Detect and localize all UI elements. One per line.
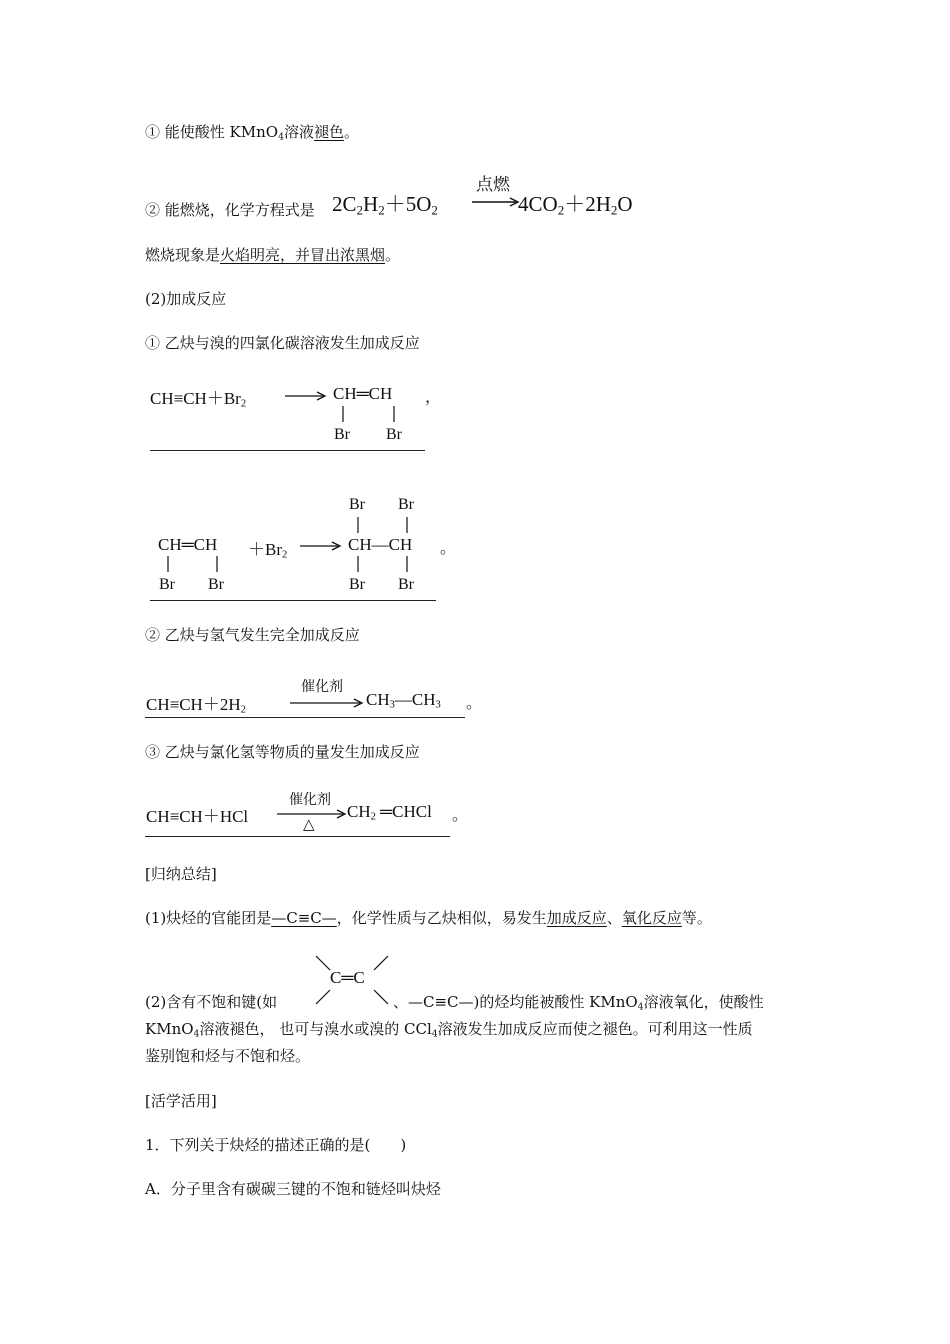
reaction3-product: $CH_3—CH_3$ — [366, 690, 441, 711]
heading-addition-reaction: (2)加成反应 — [145, 290, 227, 308]
answer-blank-line — [150, 450, 425, 451]
reaction-arrow — [300, 540, 344, 552]
bromine-atom: Br — [349, 576, 365, 593]
punctuation: 。 — [466, 693, 483, 712]
paragraph-hcl-addition: ③ 乙炔与氯化氢等物质的量发生加成反应 — [145, 743, 420, 761]
summary-point-2-line1-rest: 、—C≡C—)的烃均能被酸性 KMnO$_4$溶液氧化，使酸性 — [393, 993, 764, 1013]
condition-ignite: 点燃 — [476, 175, 510, 195]
paragraph-bromine-addition: ① 乙炔与溴的四氯化碳溶液发生加成反应 — [145, 334, 420, 352]
reaction3-reactants: $CH\equiv CH+2H_2$ — [146, 695, 246, 716]
condition-catalyst: 催化剂 — [289, 792, 331, 808]
bromine-atom: Br — [349, 496, 365, 513]
bromine-atom: Br — [159, 576, 175, 593]
combustion-equation-left: $2C_2H_2+5O_2$ — [332, 192, 438, 218]
bromine-atom: Br — [398, 496, 414, 513]
reaction4-reactants: CH≡CH＋HCl — [146, 807, 249, 826]
punctuation: ， — [425, 387, 442, 406]
reaction1-product: CH═CH — [333, 384, 393, 403]
reaction2-reactant: CH═CH — [158, 535, 218, 554]
answer-blank-line — [145, 717, 465, 718]
question-1: 1．下列关于炔烃的描述正确的是( ) — [145, 1136, 407, 1154]
summary-point-2-line2: KMnO$_4$溶液褪色， 也可与溴水或溴的 CCl$_4$溶液发生加成反应而使之褪色。可利用这一性质 — [145, 1020, 753, 1040]
paragraph-combustion — [145, 199, 315, 221]
answer-underlined: 加成反应 — [546, 909, 607, 927]
condition-heat: △ — [303, 815, 315, 833]
text: 溶液 — [284, 123, 315, 141]
summary-point-1: (1)炔烃的官能团是—C≡C—，化学性质与乙炔相似，易发生加成反应、氧化反应等。 — [145, 909, 712, 927]
reaction2-product: CH—CH — [348, 535, 413, 554]
bromine-atom: Br — [334, 426, 350, 443]
answer-underlined: —C≡C— — [271, 909, 337, 927]
summary-point-2-line3: 鉴别饱和烃与不饱和烃。 — [145, 1047, 311, 1065]
answer-underlined: 褪色 — [314, 123, 345, 141]
formula-kmno4: KMnO$_4$ — [229, 123, 284, 143]
answer-underlined: 火焰明亮，并冒出浓黑烟 — [220, 246, 386, 264]
bromine-atom: Br — [398, 576, 414, 593]
bond-lines — [155, 554, 435, 576]
summary-point-2-line1: (2)含有不饱和键(如 — [145, 993, 278, 1011]
text: 。 — [344, 123, 360, 141]
punctuation: 。 — [440, 538, 457, 557]
bromine-atom: Br — [386, 426, 402, 443]
paragraph-hydrogen-addition: ② 乙炔与氢气发生完全加成反应 — [145, 626, 360, 644]
reaction-arrow — [290, 697, 366, 709]
reaction4-product: $CH_2$ ═CHCl — [347, 802, 432, 823]
paragraph-phenomenon — [145, 244, 400, 266]
condition-catalyst: 催化剂 — [301, 679, 343, 695]
bond-lines — [330, 404, 410, 426]
section-summary-header: [归纳总结] — [145, 865, 217, 883]
text: 。 — [385, 246, 401, 264]
reaction1-reactants: $CH\equiv CH+Br_2$ — [150, 389, 247, 410]
bromine-atom: Br — [208, 576, 224, 593]
answer-blank-line — [150, 600, 436, 601]
double-bond-formula: C═C — [330, 968, 365, 987]
answer-underlined: 氧化反应 — [621, 909, 682, 927]
reaction-arrow — [285, 390, 329, 402]
combustion-equation-right: $4CO_2+2H_2O$ — [518, 192, 633, 218]
section-practice-header: [活学活用] — [145, 1092, 217, 1110]
bond-lines — [345, 515, 425, 537]
reaction-arrow — [472, 196, 522, 208]
text: 燃烧现象是 — [145, 246, 221, 264]
text: ② 能燃烧，化学方程式是 — [145, 201, 315, 219]
punctuation: 。 — [452, 805, 469, 824]
reaction2-bromine: $+Br_2$ — [248, 540, 288, 561]
answer-blank-line — [145, 836, 450, 837]
question-1-option-a: A．分子里含有碳碳三键的不饱和链烃叫炔烃 — [145, 1180, 441, 1198]
paragraph-kmno4 — [145, 121, 359, 143]
text: ① 能使酸性 — [145, 123, 230, 141]
